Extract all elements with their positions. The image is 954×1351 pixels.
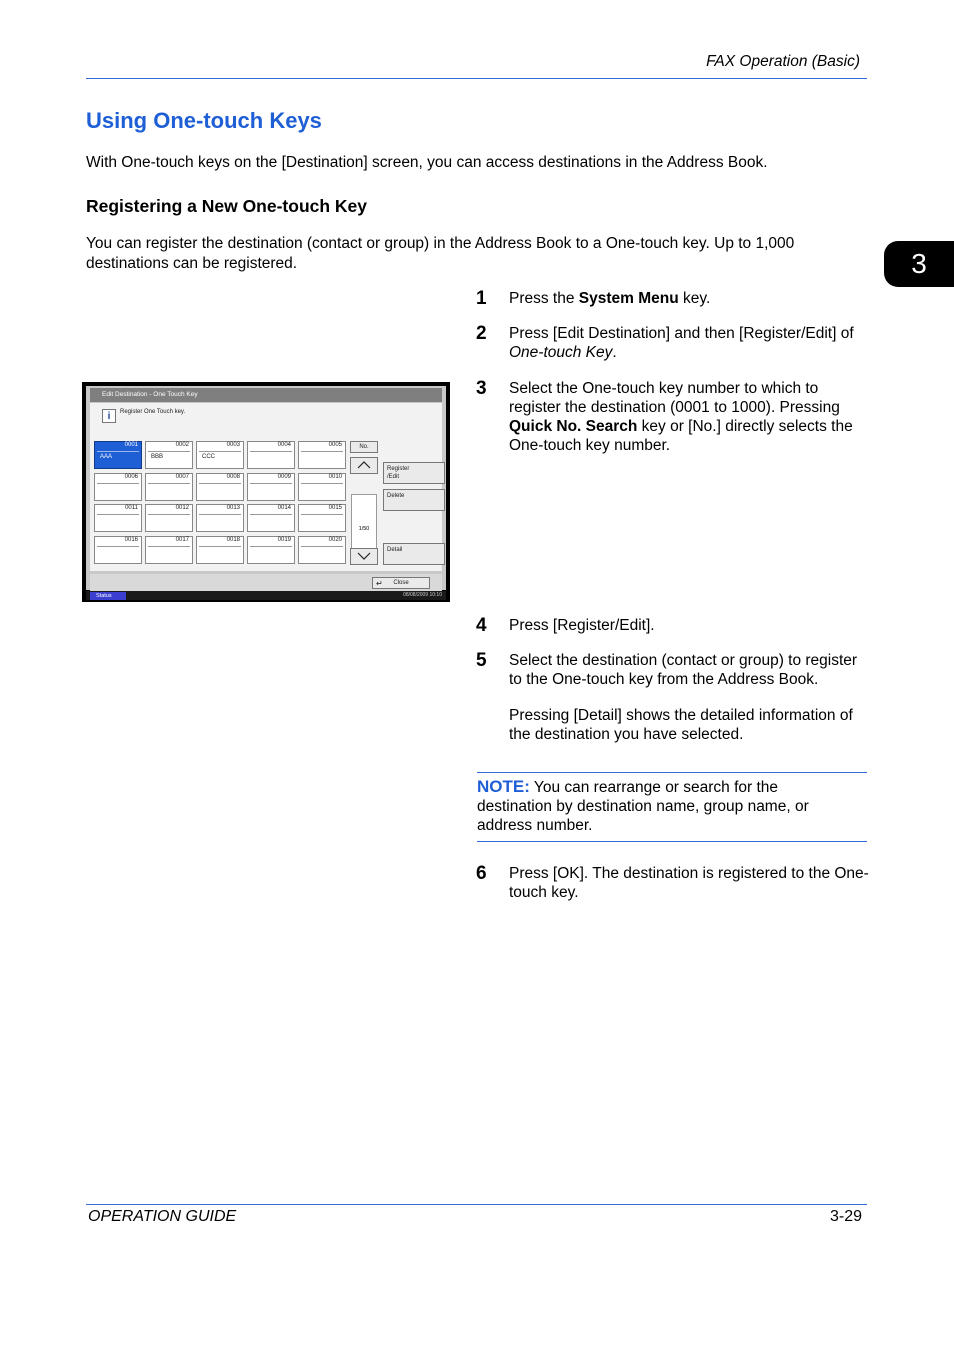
key-number: 0010 — [328, 473, 342, 480]
step-number: 5 — [476, 650, 487, 671]
note-top-rule — [477, 772, 867, 773]
key-number: 0014 — [277, 505, 291, 511]
key-divider — [148, 483, 190, 484]
key-number: 0009 — [277, 473, 291, 480]
footer-rule — [86, 1204, 867, 1205]
key-divider — [97, 546, 139, 547]
key-divider — [199, 483, 241, 484]
operation-panel-screen — [82, 382, 450, 602]
header-section: FAX Operation (Basic) — [706, 53, 860, 70]
key-number: 0006 — [124, 473, 138, 480]
key-number: 0018 — [226, 536, 240, 543]
note-label: NOTE: — [477, 777, 530, 796]
section-subtitle: Registering a New One-touch Key — [86, 196, 368, 216]
one-touch-key[interactable] — [298, 504, 346, 532]
key-number: 0005 — [328, 442, 342, 448]
step-5-extra: Pressing [Detail] shows the detailed information of the destination you have selected. — [509, 707, 853, 743]
status-datetime: 08/08/2009 10:10 — [403, 592, 442, 598]
screen-body — [86, 386, 446, 590]
one-touch-key[interactable] — [196, 441, 244, 469]
step-2-text — [509, 324, 869, 362]
one-touch-key[interactable] — [247, 504, 295, 532]
step-number: 6 — [476, 863, 487, 884]
key-divider — [250, 514, 292, 515]
step-text-part: . — [612, 344, 617, 361]
key-divider — [199, 514, 241, 515]
page-title: Using One-touch Keys — [86, 108, 322, 133]
one-touch-key[interactable] — [145, 536, 193, 564]
step-number: 4 — [476, 615, 487, 636]
key-number: 0019 — [277, 536, 291, 543]
status-button[interactable]: Status — [90, 592, 126, 600]
key-number: 0001 — [124, 442, 138, 448]
bottom-bar — [90, 574, 442, 592]
step-number: 3 — [476, 378, 487, 399]
one-touch-key[interactable] — [94, 536, 142, 564]
one-touch-key[interactable] — [145, 504, 193, 532]
step-number: 1 — [476, 288, 487, 309]
one-touch-key[interactable] — [196, 473, 244, 501]
key-name: BBB — [151, 454, 164, 460]
header-rule — [86, 78, 867, 79]
one-touch-key[interactable] — [298, 473, 346, 501]
step-5-text — [509, 651, 869, 689]
chevron-down-icon — [351, 549, 377, 564]
step-text-part: Select the One-touch key number to which to register the destination (0001 to 1000). Pressing — [509, 380, 840, 416]
key-divider — [148, 451, 190, 452]
step-text-part: Press [OK]. The destination is registered to the One-touch key. — [509, 865, 869, 901]
key-number: 0007 — [175, 473, 189, 480]
key-number: 0013 — [226, 505, 240, 511]
key-number: 0004 — [277, 442, 291, 448]
section-intro: You can register the destination (contact or group) in the Address Book to a One-touch key. Up to 1,000 destinations can be registered. — [86, 235, 795, 272]
step-6-text — [509, 864, 869, 902]
chapter-tab: 3 — [884, 241, 954, 287]
key-divider — [199, 451, 241, 452]
no-button[interactable]: No. — [350, 441, 378, 453]
scroll-up-button[interactable] — [350, 457, 378, 474]
step-number: 2 — [476, 323, 487, 344]
one-touch-key[interactable] — [145, 473, 193, 501]
note-box — [477, 777, 857, 835]
key-divider — [250, 451, 292, 452]
close-label: Close — [393, 580, 409, 586]
one-touch-key[interactable] — [196, 536, 244, 564]
key-name: CCC — [202, 454, 215, 460]
enter-icon: ↵ — [376, 579, 383, 588]
key-name: AAA — [100, 454, 113, 460]
key-number: 0015 — [328, 505, 342, 511]
one-touch-key[interactable] — [196, 504, 244, 532]
key-number: 0017 — [175, 536, 189, 543]
chevron-up-icon — [351, 458, 377, 473]
one-touch-key[interactable] — [298, 441, 346, 469]
key-number: 0012 — [175, 505, 189, 511]
step-text-part: Press [Register/Edit]. — [509, 617, 655, 634]
register-label-line2: /Edit — [387, 473, 400, 480]
key-divider — [301, 483, 343, 484]
step-text-part: One-touch Key — [509, 344, 613, 361]
scroll-down-button[interactable] — [350, 548, 378, 565]
detail-button[interactable]: Detail — [383, 543, 445, 565]
key-number: 0002 — [175, 442, 189, 448]
key-divider — [148, 546, 190, 547]
key-divider — [250, 483, 292, 484]
step-text-part: Select the destination (contact or group) to register to the One-touch key from the Address Book. — [509, 652, 858, 688]
screen-title: Edit Destination - One Touch Key — [90, 388, 442, 402]
page-indicator: 1/50 — [351, 494, 377, 562]
footer-page-number: 3-29 — [829, 1208, 862, 1225]
key-divider — [199, 546, 241, 547]
key-divider — [301, 514, 343, 515]
footer-guide-name: OPERATION GUIDE — [88, 1208, 237, 1225]
status-bar — [86, 591, 446, 600]
one-touch-key[interactable] — [247, 536, 295, 564]
key-divider — [97, 483, 139, 484]
step-4-text — [509, 616, 869, 635]
key-number: 0016 — [124, 536, 138, 543]
step-text-part: key. — [678, 290, 711, 307]
one-touch-key[interactable] — [247, 441, 295, 469]
step-1-text — [509, 289, 869, 308]
key-number: 0003 — [226, 442, 240, 448]
key-number: 0020 — [328, 536, 342, 543]
note-text: You can rearrange or search for the destination by destination name, group name, or address number. — [477, 779, 809, 834]
info-icon: i — [102, 409, 116, 423]
one-touch-key[interactable] — [145, 441, 193, 469]
one-touch-key[interactable] — [94, 473, 142, 501]
key-number: 0011 — [125, 505, 138, 511]
step-text-part: key or [No.] directly selects the One-touch key number. — [509, 418, 853, 454]
step-text-part: Quick No. Search — [509, 418, 638, 435]
key-divider — [97, 451, 139, 452]
register-label-line1: Register — [387, 466, 410, 472]
step-text-part: System Menu — [578, 290, 679, 307]
note-bottom-rule — [477, 841, 867, 842]
register-edit-button[interactable] — [383, 462, 445, 484]
delete-button[interactable]: Delete — [383, 489, 445, 511]
one-touch-key[interactable] — [247, 473, 295, 501]
key-divider — [301, 451, 343, 452]
one-touch-key[interactable] — [298, 536, 346, 564]
one-touch-key[interactable] — [94, 504, 142, 532]
step-text-part: Press [Edit Destination] and then [Register/Edit] of — [509, 325, 854, 342]
message-box — [102, 407, 222, 425]
step-text-part: Press the — [509, 290, 579, 307]
screen-message: Register One Touch key. — [120, 409, 186, 415]
one-touch-key[interactable] — [94, 441, 142, 469]
intro-paragraph: With One-touch keys on the [Destination] screen, you can access destinations in the Address Book. — [86, 154, 768, 171]
screen-panel — [90, 403, 442, 571]
key-divider — [148, 514, 190, 515]
close-button[interactable] — [372, 577, 430, 589]
step-3-text — [509, 379, 869, 455]
key-divider — [97, 514, 139, 515]
key-divider — [250, 546, 292, 547]
key-number: 0008 — [226, 473, 240, 480]
key-divider — [301, 546, 343, 547]
